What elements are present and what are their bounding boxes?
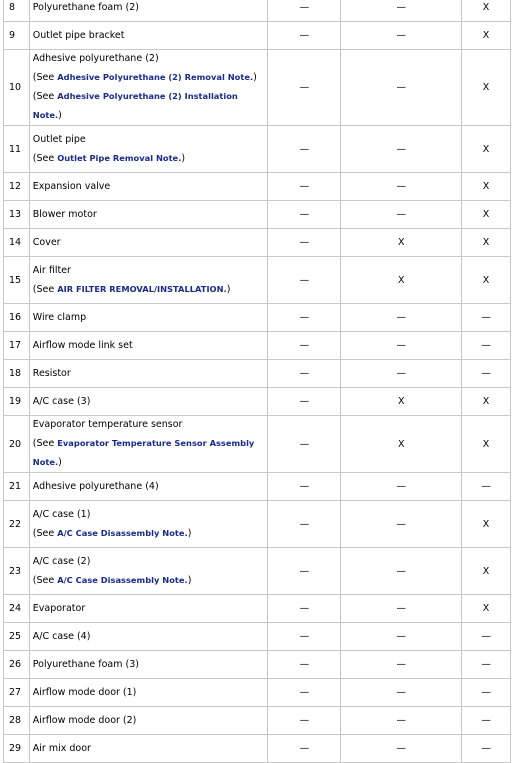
table-row <box>4 651 511 679</box>
table-row <box>4 416 511 473</box>
see-note-suffix: ) <box>187 574 192 586</box>
status-mark: X <box>482 237 490 248</box>
see-note-line <box>33 524 268 543</box>
part-name: Airflow mode door (2) <box>32 714 137 726</box>
status-mark: — <box>481 340 491 351</box>
see-note-prefix: (See <box>32 574 58 586</box>
part-name: A/C case (2) <box>32 555 91 567</box>
status-cell-c2 <box>341 651 462 679</box>
part-description <box>29 229 268 257</box>
table-row <box>4 623 511 651</box>
part-description <box>29 201 268 229</box>
part-name: A/C case (3) <box>32 395 91 407</box>
part-name: Evaporator <box>32 602 86 614</box>
status-cell-c1 <box>268 707 341 735</box>
part-description <box>29 126 268 173</box>
status-cell-c2 <box>341 126 462 173</box>
status-cell-c2 <box>341 416 462 473</box>
part-name: Blower motor <box>32 208 97 220</box>
status-mark: — <box>396 368 407 379</box>
table-row <box>4 735 511 763</box>
part-description <box>29 707 268 735</box>
status-cell-c3 <box>462 22 511 50</box>
status-cell-c2 <box>341 50 462 126</box>
status-cell-c2 <box>341 22 462 50</box>
status-mark: X <box>398 396 405 407</box>
part-description <box>29 595 268 623</box>
status-cell-c3 <box>462 0 511 22</box>
row-number: 23 <box>4 548 30 595</box>
status-mark: — <box>299 743 310 754</box>
part-description <box>29 22 268 50</box>
see-note-line <box>33 87 268 125</box>
table-row <box>4 304 511 332</box>
status-cell-c3 <box>462 304 511 332</box>
see-note-line <box>33 571 268 590</box>
status-cell-c2 <box>341 548 462 595</box>
part-name: A/C case (4) <box>32 630 91 642</box>
status-cell-c1 <box>268 501 341 548</box>
see-note-prefix: (See <box>32 438 58 449</box>
part-name: Cover <box>32 236 61 248</box>
see-note-suffix: ) <box>58 457 62 468</box>
status-mark: X <box>482 2 490 13</box>
status-cell-c2 <box>341 332 462 360</box>
row-number: 15 <box>4 257 30 304</box>
status-cell-c1 <box>268 595 341 623</box>
row-number: 27 <box>4 679 30 707</box>
status-mark: — <box>299 143 310 155</box>
part-description <box>29 416 268 473</box>
status-mark: — <box>396 743 407 754</box>
status-mark: — <box>299 181 310 192</box>
status-mark: X <box>482 396 490 407</box>
status-mark: — <box>481 312 491 323</box>
status-cell-c1 <box>268 416 341 473</box>
see-note-prefix: (See <box>32 527 58 539</box>
status-cell-c3 <box>462 473 511 501</box>
part-name: A/C case (1) <box>32 508 91 520</box>
status-cell-c1 <box>268 257 341 304</box>
status-cell-c1 <box>268 548 341 595</box>
status-mark: — <box>396 30 407 41</box>
status-mark: — <box>396 518 407 530</box>
part-description <box>29 651 268 679</box>
status-cell-c1 <box>268 735 341 763</box>
part-description <box>29 360 268 388</box>
part-description <box>29 623 268 651</box>
status-mark: X <box>482 143 490 155</box>
row-number: 22 <box>4 501 30 548</box>
status-cell-c2 <box>341 473 462 501</box>
see-note-prefix: (See <box>32 91 58 102</box>
status-cell-c2 <box>341 707 462 735</box>
see-note-suffix: ) <box>226 283 231 295</box>
status-cell-c2 <box>341 360 462 388</box>
row-number: 13 <box>4 201 30 229</box>
part-name: Wire clamp <box>32 311 87 323</box>
note-link[interactable]: Adhesive Polyurethane (2) Removal Note. <box>57 72 254 82</box>
status-cell-c3 <box>462 548 511 595</box>
part-description <box>29 257 268 304</box>
status-mark: — <box>299 274 310 286</box>
status-cell-c3 <box>462 651 511 679</box>
status-mark: — <box>396 631 407 642</box>
status-mark: — <box>299 659 310 670</box>
status-cell-c1 <box>268 360 341 388</box>
status-cell-c3 <box>462 360 511 388</box>
status-cell-c1 <box>268 651 341 679</box>
see-note-suffix: ) <box>58 110 62 121</box>
note-link[interactable]: A/C Case Disassembly Note. <box>57 527 188 538</box>
status-cell-c1 <box>268 50 341 126</box>
status-mark: — <box>481 631 491 642</box>
status-mark: X <box>482 438 490 450</box>
status-cell-c3 <box>462 50 511 126</box>
table-row <box>4 173 511 201</box>
status-mark: — <box>299 687 310 698</box>
part-description <box>29 501 268 548</box>
part-name: Airflow mode door (1) <box>32 686 137 698</box>
table-row <box>4 22 511 50</box>
status-mark: X <box>482 82 490 93</box>
status-mark: — <box>396 565 407 577</box>
note-link[interactable]: AIR FILTER REMOVAL/INSTALLATION. <box>57 283 227 294</box>
status-mark: X <box>398 274 405 286</box>
part-description <box>29 679 268 707</box>
part-description <box>29 735 268 763</box>
table-row <box>4 201 511 229</box>
status-cell-c2 <box>341 623 462 651</box>
status-cell-c3 <box>462 201 511 229</box>
status-mark: — <box>299 631 310 642</box>
status-mark: X <box>398 237 405 248</box>
status-mark: X <box>398 438 405 450</box>
status-cell-c3 <box>462 679 511 707</box>
part-name: Expansion valve <box>32 180 111 192</box>
status-cell-c1 <box>268 126 341 173</box>
note-link[interactable]: Adhesive Polyurethane (2) Installation Note. <box>32 91 238 120</box>
part-name: Air filter <box>32 264 71 276</box>
see-note-suffix: ) <box>253 72 257 83</box>
status-mark: — <box>396 82 407 93</box>
status-mark: — <box>481 715 491 726</box>
status-cell-c3 <box>462 735 511 763</box>
status-mark: — <box>481 368 491 379</box>
part-description <box>29 304 268 332</box>
row-number: 9 <box>4 22 30 50</box>
row-number: 17 <box>4 332 30 360</box>
part-description <box>29 332 268 360</box>
status-mark: — <box>481 659 491 670</box>
parts-table <box>3 0 511 763</box>
row-number: 21 <box>4 473 30 501</box>
see-note-suffix: ) <box>187 527 192 539</box>
status-mark: — <box>299 603 310 614</box>
table-row <box>4 473 511 501</box>
status-mark: — <box>396 2 407 13</box>
status-cell-c2 <box>341 304 462 332</box>
row-number: 8 <box>4 0 30 22</box>
status-mark: — <box>396 715 407 726</box>
status-cell-c3 <box>462 623 511 651</box>
table-row <box>4 332 511 360</box>
part-name: Airflow mode link set <box>32 339 133 351</box>
status-mark: — <box>299 237 310 248</box>
part-description <box>29 0 268 22</box>
row-number: 19 <box>4 388 30 416</box>
row-number: 20 <box>4 416 30 473</box>
row-number: 14 <box>4 229 30 257</box>
see-note-prefix: (See <box>32 72 58 83</box>
status-mark: — <box>299 368 310 379</box>
status-cell-c3 <box>462 388 511 416</box>
status-mark: — <box>396 687 407 698</box>
status-cell-c1 <box>268 623 341 651</box>
status-mark: — <box>396 143 407 155</box>
table-row <box>4 229 511 257</box>
status-mark: — <box>299 396 310 407</box>
see-note-line <box>33 280 268 299</box>
part-name: Evaporator temperature sensor <box>32 419 183 430</box>
row-number: 18 <box>4 360 30 388</box>
part-description <box>29 388 268 416</box>
see-note-suffix: ) <box>181 152 186 164</box>
part-name: Outlet pipe bracket <box>32 29 125 41</box>
status-cell-c1 <box>268 201 341 229</box>
status-mark: X <box>482 565 490 577</box>
status-mark: X <box>482 209 490 220</box>
status-mark: — <box>481 743 491 754</box>
row-number: 10 <box>4 50 30 126</box>
status-mark: — <box>396 312 407 323</box>
table-row <box>4 548 511 595</box>
status-mark: — <box>299 340 310 351</box>
status-mark: — <box>396 209 407 220</box>
part-description <box>29 50 268 126</box>
status-mark: — <box>299 82 310 93</box>
status-cell-c2 <box>341 201 462 229</box>
status-mark: — <box>396 481 407 492</box>
see-note-prefix: (See <box>32 283 58 295</box>
row-number: 24 <box>4 595 30 623</box>
see-note-prefix: (See <box>32 152 58 164</box>
status-mark: — <box>481 481 491 492</box>
parts-table-body <box>4 0 511 763</box>
status-cell-c3 <box>462 707 511 735</box>
status-mark: — <box>299 30 310 41</box>
status-mark: X <box>482 274 490 286</box>
status-mark: — <box>299 481 310 492</box>
status-cell-c2 <box>341 679 462 707</box>
row-number: 29 <box>4 735 30 763</box>
status-cell-c1 <box>268 0 341 22</box>
status-mark: — <box>299 438 310 450</box>
part-description <box>29 548 268 595</box>
status-cell-c2 <box>341 173 462 201</box>
table-row <box>4 679 511 707</box>
status-cell-c3 <box>462 595 511 623</box>
see-note-line <box>33 149 268 168</box>
part-name: Polyurethane foam (2) <box>32 1 139 13</box>
status-mark: X <box>482 603 490 614</box>
status-mark: — <box>481 687 491 698</box>
part-name: Outlet pipe <box>32 133 86 145</box>
table-row <box>4 50 511 126</box>
status-mark: — <box>396 659 407 670</box>
row-number: 11 <box>4 126 30 173</box>
status-mark: — <box>299 518 310 530</box>
table-row <box>4 360 511 388</box>
status-mark: — <box>299 209 310 220</box>
table-row <box>4 0 511 22</box>
status-mark: — <box>396 181 407 192</box>
row-number: 25 <box>4 623 30 651</box>
note-link[interactable]: Evaporator Temperature Sensor Assembly Note. <box>32 438 255 467</box>
see-note-line <box>33 68 268 87</box>
status-cell-c1 <box>268 173 341 201</box>
row-number: 12 <box>4 173 30 201</box>
status-mark: X <box>482 30 490 41</box>
status-cell-c1 <box>268 679 341 707</box>
status-cell-c1 <box>268 332 341 360</box>
status-cell-c3 <box>462 173 511 201</box>
status-cell-c2 <box>341 229 462 257</box>
status-mark: X <box>482 518 490 530</box>
part-name: Adhesive polyurethane (4) <box>32 480 159 492</box>
note-link[interactable]: A/C Case Disassembly Note. <box>57 574 188 585</box>
part-name: Air mix door <box>32 742 91 754</box>
status-mark: — <box>299 565 310 577</box>
status-mark: — <box>396 603 407 614</box>
status-cell-c3 <box>462 229 511 257</box>
note-link[interactable]: Outlet Pipe Removal Note. <box>57 152 182 163</box>
table-row <box>4 595 511 623</box>
table-row <box>4 257 511 304</box>
part-name: Adhesive polyurethane (2) <box>32 53 159 64</box>
table-row <box>4 126 511 173</box>
status-cell-c2 <box>341 501 462 548</box>
status-mark: — <box>396 340 407 351</box>
status-cell-c1 <box>268 22 341 50</box>
row-number: 28 <box>4 707 30 735</box>
part-description <box>29 173 268 201</box>
status-cell-c3 <box>462 126 511 173</box>
status-mark: — <box>299 312 310 323</box>
status-cell-c1 <box>268 229 341 257</box>
table-row <box>4 501 511 548</box>
status-cell-c1 <box>268 304 341 332</box>
status-cell-c1 <box>268 388 341 416</box>
row-number: 16 <box>4 304 30 332</box>
status-cell-c3 <box>462 257 511 304</box>
status-cell-c2 <box>341 735 462 763</box>
status-cell-c2 <box>341 388 462 416</box>
part-description <box>29 473 268 501</box>
status-cell-c2 <box>341 257 462 304</box>
status-cell-c3 <box>462 501 511 548</box>
status-mark: — <box>299 715 310 726</box>
status-cell-c2 <box>341 0 462 22</box>
status-cell-c3 <box>462 416 511 473</box>
status-cell-c1 <box>268 473 341 501</box>
table-row <box>4 388 511 416</box>
part-name: Polyurethane foam (3) <box>32 658 139 670</box>
see-note-line <box>33 434 268 472</box>
status-mark: X <box>482 181 490 192</box>
status-mark: — <box>299 2 310 13</box>
table-row <box>4 707 511 735</box>
row-number: 26 <box>4 651 30 679</box>
status-cell-c3 <box>462 332 511 360</box>
part-name: Resistor <box>32 367 71 379</box>
status-cell-c2 <box>341 595 462 623</box>
